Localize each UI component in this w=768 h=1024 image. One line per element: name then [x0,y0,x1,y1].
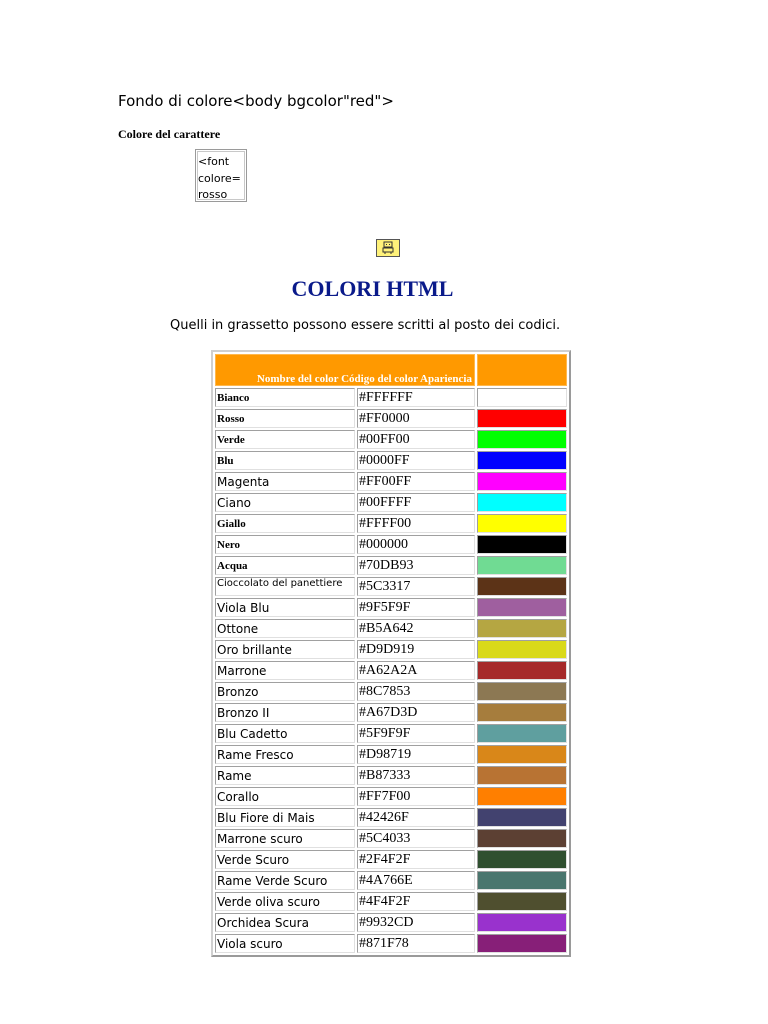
table-row [215,913,567,932]
color-code-cell: #4F4F2F [357,892,475,911]
color-swatch [478,767,566,784]
table-row [215,829,567,848]
color-name-cell: Blu [215,451,355,470]
table-row [215,766,567,785]
table-row [215,619,567,638]
color-name-cell: Nero [215,535,355,554]
color-swatch [478,473,566,490]
table-row [215,451,567,470]
color-appearance-cell [477,682,567,701]
color-swatch [478,893,566,910]
color-appearance-cell [477,787,567,806]
table-row [215,703,567,722]
table-row [215,640,567,659]
table-row [215,724,567,743]
color-swatch [478,410,566,427]
table-row [215,430,567,449]
color-name-cell: Corallo [215,787,355,806]
color-code-cell: #FF0000 [357,409,475,428]
table-row [215,409,567,428]
color-swatch [478,809,566,826]
color-code-cell: #9932CD [357,913,475,932]
color-name-cell: Bronzo [215,682,355,701]
color-name-cell: Bianco [215,388,355,407]
color-name-cell: Viola scuro [215,934,355,953]
color-name-cell: Viola Blu [215,598,355,617]
color-swatch [478,725,566,742]
color-code-cell: #000000 [357,535,475,554]
table-row [215,787,567,806]
header-code: Código del color [341,373,418,385]
color-swatch [478,389,566,406]
header-appearance: Apariencia [420,373,472,385]
color-name-cell: Ottone [215,619,355,638]
color-name-cell: Verde [215,430,355,449]
table-row [215,661,567,680]
color-swatch [478,431,566,448]
color-appearance-cell [477,703,567,722]
code-line: colore= [198,171,241,185]
color-code-cell: #FF00FF [357,472,475,491]
color-code-cell: #A62A2A [357,661,475,680]
color-name-cell: Verde oliva scuro [215,892,355,911]
color-name-cell: Cioccolato del panettiere [215,577,355,596]
color-code-cell: #00FFFF [357,493,475,512]
color-swatch [478,536,566,553]
color-swatch [478,746,566,763]
color-name-cell: Rame Verde Scuro [215,871,355,890]
color-name-cell: Blu Cadetto [215,724,355,743]
color-code-cell: #42426F [357,808,475,827]
color-swatch [478,662,566,679]
color-appearance-cell [477,934,567,953]
color-name-cell: Giallo [215,514,355,533]
color-appearance-cell [477,556,567,575]
color-name-cell: Orchidea Scura [215,913,355,932]
font-code-box [195,149,247,202]
table-row [215,493,567,512]
robot-icon[interactable] [376,239,400,257]
font-color-heading: Colore del carattere [118,127,221,141]
table-row [215,514,567,533]
table-row [215,871,567,890]
color-swatch [478,704,566,721]
color-appearance-cell [477,493,567,512]
intro-text: Quelli in grassetto possono essere scritti al posto dei codici. [170,318,561,333]
color-appearance-cell [477,850,567,869]
color-name-cell: Rosso [215,409,355,428]
color-swatch [478,578,566,595]
table-row [215,850,567,869]
color-swatch [478,914,566,931]
color-code-cell: #FFFF00 [357,514,475,533]
color-code-cell: #FF7F00 [357,787,475,806]
color-appearance-cell [477,640,567,659]
table-row [215,934,567,953]
background-color-line: Fondo di colore<body bgcolor"red"> [118,92,394,110]
table-row [215,388,567,407]
color-code-cell: #9F5F9F [357,598,475,617]
table-row [215,598,567,617]
color-name-cell: Magenta [215,472,355,491]
color-name-cell: Bronzo II [215,703,355,722]
table-header-row [215,354,567,386]
color-code-cell: #D9D919 [357,640,475,659]
color-appearance-cell [477,409,567,428]
color-table [211,350,571,957]
color-appearance-cell [477,913,567,932]
color-swatch [478,851,566,868]
color-appearance-cell [477,661,567,680]
color-appearance-cell [477,829,567,848]
color-appearance-cell [477,871,567,890]
color-code-cell: #B5A642 [357,619,475,638]
color-swatch [478,935,566,952]
header-swatch-cell [477,354,567,386]
code-line: <font [198,155,230,168]
color-code-cell: #5F9F9F [357,724,475,743]
table-header [215,354,475,386]
color-name-cell: Oro brillante [215,640,355,659]
color-swatch [478,620,566,637]
color-code-cell: #5C3317 [357,577,475,596]
color-swatch [478,641,566,658]
color-swatch [478,557,566,574]
color-swatch [478,872,566,889]
table-row [215,472,567,491]
color-appearance-cell [477,388,567,407]
table-row [215,892,567,911]
color-code-cell: #A67D3D [357,703,475,722]
color-name-cell: Blu Fiore di Mais [215,808,355,827]
page-title: COLORI HTML [291,276,454,301]
color-code-cell: #2F4F2F [357,850,475,869]
color-appearance-cell [477,892,567,911]
color-appearance-cell [477,745,567,764]
table-row [215,535,567,554]
color-swatch [478,515,566,532]
header-name: Nombre del color [256,373,339,385]
color-appearance-cell [477,535,567,554]
color-code-cell: #FFFFFF [357,388,475,407]
table-row [215,745,567,764]
color-swatch [478,599,566,616]
color-appearance-cell [477,724,567,743]
color-code-cell: #00FF00 [357,430,475,449]
color-name-cell: Rame Fresco [215,745,355,764]
color-swatch [478,683,566,700]
color-code-cell: #8C7853 [357,682,475,701]
color-swatch [478,830,566,847]
color-swatch [478,452,566,469]
color-appearance-cell [477,577,567,596]
color-appearance-cell [477,598,567,617]
color-name-cell: Ciano [215,493,355,512]
color-appearance-cell [477,451,567,470]
color-appearance-cell [477,808,567,827]
color-swatch [478,788,566,805]
color-name-cell: Rame [215,766,355,785]
table-row [215,577,567,596]
color-name-cell: Acqua [215,556,355,575]
color-name-cell: Marrone scuro [215,829,355,848]
color-appearance-cell [477,766,567,785]
color-code-cell: #70DB93 [357,556,475,575]
color-code-cell: #0000FF [357,451,475,470]
color-code-cell: #4A766E [357,871,475,890]
color-code-cell: #5C4033 [357,829,475,848]
color-code-cell: #B87333 [357,766,475,785]
color-name-cell: Verde Scuro [215,850,355,869]
color-appearance-cell [477,472,567,491]
color-appearance-cell [477,619,567,638]
color-name-cell: Marrone [215,661,355,680]
color-code-cell: #D98719 [357,745,475,764]
table-row [215,682,567,701]
table-row [215,808,567,827]
code-line: rosso [198,188,228,201]
table-row [215,556,567,575]
color-appearance-cell [477,514,567,533]
color-appearance-cell [477,430,567,449]
color-swatch [478,494,566,511]
color-code-cell: #871F78 [357,934,475,953]
